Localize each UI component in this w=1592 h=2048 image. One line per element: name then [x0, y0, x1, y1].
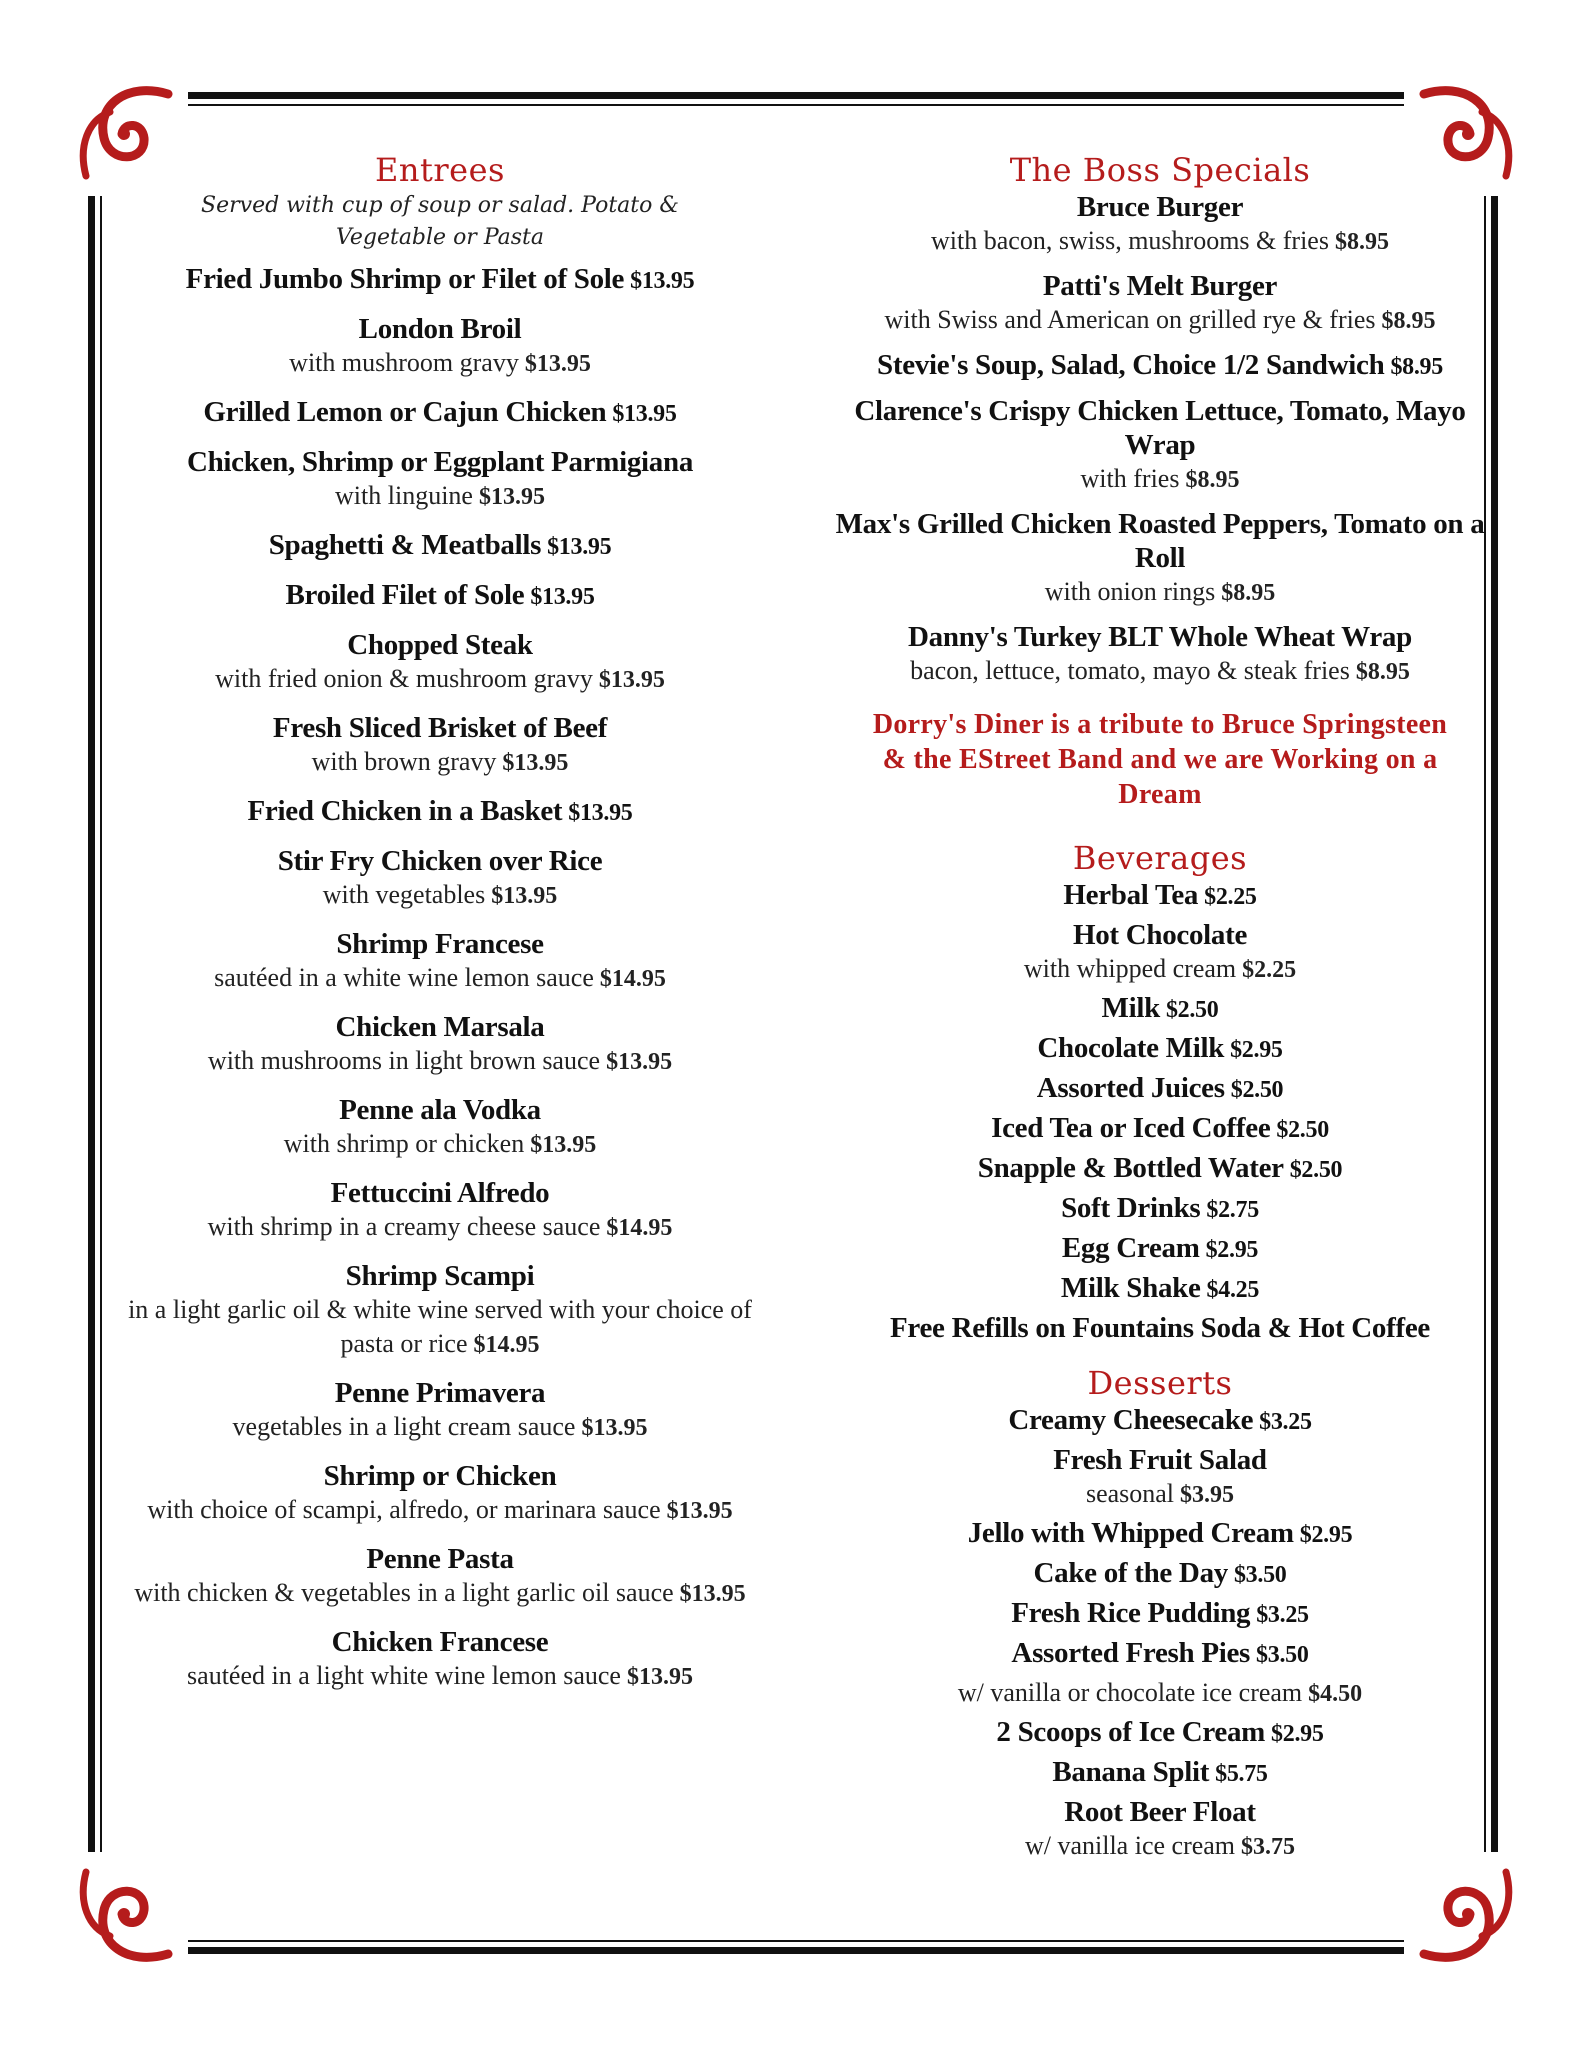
menu-item-desc: seasonal [1085, 1479, 1175, 1508]
menu-item-name: Hot Chocolate [1072, 919, 1248, 951]
menu-item-line [830, 1636, 1490, 1672]
menu-item-name: Penne Primavera [334, 1377, 546, 1409]
menu-item-desc-line [120, 1293, 760, 1362]
menu-item-desc: with onion rings [1044, 577, 1216, 606]
menu-item [120, 528, 760, 564]
menu-item-desc: with linguine [335, 481, 473, 510]
menu-item-line [120, 262, 760, 298]
menu-item-line [120, 1010, 760, 1044]
menu-item-desc: with shrimp in a creamy cheese sauce [207, 1212, 601, 1241]
menu-item-price: $14.95 [606, 1215, 673, 1241]
menu-item-price: $3.50 [1233, 1562, 1287, 1588]
menu-item-line [830, 878, 1490, 914]
menu-item-price: $13.95 [530, 1132, 597, 1158]
menu-item-line [830, 507, 1490, 575]
menu-item-name: Root Beer Float [1064, 1796, 1256, 1828]
menu-item-line [830, 1031, 1490, 1067]
menu-item-name: Spaghetti & Meatballs [268, 529, 542, 561]
beverages-list [830, 878, 1490, 1345]
menu-item-line [830, 1271, 1490, 1307]
menu-item-desc-line [120, 1127, 760, 1162]
menu-item-line [120, 794, 760, 830]
menu-item-desc: with fried onion & mushroom gravy [215, 664, 593, 693]
menu-item-desc: in a light garlic oil & white wine served with your choice of pasta or rice [128, 1295, 752, 1358]
menu-item-line [830, 1596, 1490, 1632]
menu-item-name: Bruce Burger [1076, 191, 1244, 223]
menu-item [120, 628, 760, 697]
menu-item-price: $13.95 [547, 534, 612, 560]
menu-item-price: $3.75 [1241, 1834, 1296, 1860]
menu-item-line [830, 1151, 1490, 1187]
menu-item [830, 1715, 1490, 1751]
menu-item [830, 190, 1490, 259]
menu-item-name: Iced Tea or Iced Coffee [991, 1112, 1271, 1144]
menu-item-name: Penne ala Vodka [339, 1094, 541, 1126]
menu-item-line [830, 1755, 1490, 1791]
menu-item-name: Shrimp Francese [336, 928, 544, 960]
menu-item [830, 991, 1490, 1027]
menu-item [120, 1093, 760, 1162]
boss-specials-title: The Boss Specials [1009, 151, 1311, 189]
menu-item-price: $2.95 [1271, 1721, 1324, 1747]
menu-item-price: $13.95 [606, 1049, 673, 1075]
menu-item-desc: with bacon, swiss, mushrooms & fries [931, 226, 1329, 255]
menu-item [830, 1071, 1490, 1107]
menu-item [120, 578, 760, 614]
menu-item [120, 1376, 760, 1445]
menu-item-price: $3.50 [1256, 1642, 1309, 1668]
menu-item-desc-line [830, 303, 1490, 338]
menu-item-name: Stir Fry Chicken over Rice [277, 845, 603, 877]
menu-item-price: $4.25 [1206, 1277, 1260, 1303]
menu-item-line [830, 1111, 1490, 1147]
menu-item-line [830, 1311, 1490, 1345]
menu-item-desc-line [120, 1493, 760, 1528]
menu-item-desc: with mushroom gravy [289, 348, 519, 377]
menu-item-desc-line [830, 1829, 1490, 1864]
menu-item [120, 711, 760, 780]
menu-item-price: $8.95 [1185, 467, 1240, 493]
menu-item-price: $4.50 [1308, 1681, 1363, 1707]
menu-item-name: Danny's Turkey BLT Whole Wheat Wrap [908, 621, 1412, 653]
menu-item-name: Assorted Fresh Pies [1011, 1637, 1251, 1669]
menu-item-desc: w/ vanilla ice cream [1024, 1831, 1236, 1860]
menu-item-price: $13.95 [524, 351, 591, 377]
menu-item-desc: with vegetables [322, 880, 486, 909]
menu-item-line [830, 620, 1490, 654]
menu-item-name: 2 Scoops of Ice Cream [996, 1716, 1266, 1748]
menu-item-line [120, 927, 760, 961]
menu-item-line [120, 1259, 760, 1293]
menu-item-desc-line [830, 224, 1490, 259]
menu-item-line [830, 1715, 1490, 1751]
menu-item-price: $13.95 [568, 800, 633, 826]
menu-item-line [830, 190, 1490, 224]
menu-item-price: $2.50 [1230, 1077, 1284, 1103]
menu-item-name: Broiled Filet of Sole [285, 579, 525, 611]
menu-item-desc: with Swiss and American on grilled rye & fries [884, 305, 1376, 334]
menu-item-price: $2.50 [1276, 1117, 1329, 1143]
menu-item-price: $2.95 [1299, 1522, 1353, 1548]
desserts-title: Desserts [1087, 1364, 1233, 1402]
right-column [830, 150, 1490, 1868]
corner-swirl-icon [1404, 1852, 1524, 1972]
menu-item-price: $2.25 [1204, 884, 1257, 910]
menu-item-line [120, 395, 760, 431]
menu-item-name: Assorted Juices [1036, 1072, 1225, 1104]
menu-item-price: $8.95 [1334, 229, 1389, 255]
menu-item-name: Creamy Cheesecake [1008, 1404, 1254, 1436]
menu-item [120, 794, 760, 830]
beverages-title: Beverages [1072, 839, 1248, 877]
menu-item-name: Penne Pasta [366, 1543, 514, 1575]
menu-item-line [830, 918, 1490, 952]
menu-item-name: Banana Split [1052, 1756, 1210, 1788]
menu-item-name: Soft Drinks [1061, 1192, 1201, 1224]
menu-item-name: Milk [1101, 992, 1160, 1024]
menu-item-line [120, 1176, 760, 1210]
menu-item-desc-line [120, 1410, 760, 1445]
menu-item-name: Max's Grilled Chicken Roasted Peppers, Tomato on a Roll [835, 508, 1485, 574]
entrees-section [120, 150, 760, 1708]
menu-item-price: $13.95 [502, 750, 569, 776]
menu-item-name: Grilled Lemon or Cajun Chicken [203, 396, 607, 428]
desserts-list [830, 1403, 1490, 1864]
menu-item-price: $2.25 [1242, 957, 1297, 983]
menu-item-price: $8.95 [1355, 659, 1410, 685]
menu-item-line [120, 1459, 760, 1493]
menu-item-name: Shrimp or Chicken [323, 1460, 557, 1492]
menu-item-line [120, 528, 760, 564]
menu-item [830, 1031, 1490, 1067]
menu-item-desc-line [830, 1477, 1490, 1512]
menu-item-desc-line [120, 1659, 760, 1694]
menu-item-desc-line [830, 654, 1490, 689]
entrees-subtitle: Served with cup of soup or salad. Potato & Vegetable or Pasta [201, 193, 679, 250]
entrees-title: Entrees [375, 151, 505, 189]
menu-item [830, 1516, 1490, 1552]
menu-item-desc: with choice of scampi, alfredo, or marinara sauce [147, 1495, 661, 1524]
menu-item [830, 1271, 1490, 1307]
menu-item-name: Clarence's Crispy Chicken Lettuce, Tomato, Mayo Wrap [854, 395, 1466, 461]
menu-item-price: $13.95 [626, 1664, 693, 1690]
menu-item-line [830, 1231, 1490, 1267]
menu-item-price: $2.75 [1206, 1197, 1259, 1223]
menu-item-name: Egg Cream [1061, 1232, 1200, 1264]
menu-item-line [120, 1542, 760, 1576]
menu-item-price: $2.50 [1289, 1157, 1343, 1183]
menu-item-desc: with shrimp or chicken [283, 1129, 525, 1158]
menu-item-line [120, 1376, 760, 1410]
menu-item [830, 878, 1490, 914]
menu-item-price: $3.25 [1256, 1602, 1309, 1628]
menu-item [120, 395, 760, 431]
menu-item-price: $13.95 [630, 268, 695, 294]
menu-item-price: $8.95 [1221, 580, 1276, 606]
menu-item [830, 1151, 1490, 1187]
menu-item-name: Chocolate Milk [1037, 1032, 1225, 1064]
menu-item [830, 1795, 1490, 1864]
menu-item [830, 620, 1490, 689]
menu-item-desc-line [120, 662, 760, 697]
menu-item-desc-line [830, 1676, 1490, 1711]
menu-item [120, 844, 760, 913]
menu-item-line [120, 711, 760, 745]
boss-specials-list [830, 190, 1490, 689]
menu-item-line [830, 991, 1490, 1027]
menu-item [830, 507, 1490, 610]
menu-item-line [120, 1625, 760, 1659]
menu-item-price: $3.25 [1259, 1409, 1312, 1435]
menu-item-desc: w/ vanilla or chocolate ice cream [957, 1678, 1303, 1707]
menu-item-price: $2.50 [1165, 997, 1219, 1023]
menu-item [830, 918, 1490, 987]
menu-item-line [120, 445, 760, 479]
menu-item-line [830, 1191, 1490, 1227]
menu-item [120, 1542, 760, 1611]
menu-item-line [830, 1795, 1490, 1829]
menu-item [830, 1556, 1490, 1592]
menu-item-desc-line [120, 961, 760, 996]
menu-item-desc-line [120, 1044, 760, 1079]
menu-item-name: Fried Chicken in a Basket [247, 795, 563, 827]
menu-item-desc: with brown gravy [311, 747, 497, 776]
menu-item [830, 1111, 1490, 1147]
menu-item-price: $2.95 [1205, 1237, 1259, 1263]
menu-item [830, 1596, 1490, 1632]
menu-item-name: Herbal Tea [1063, 879, 1199, 911]
menu-item-desc-line [120, 878, 760, 913]
corner-swirl-icon [68, 1852, 188, 1972]
menu-item-name: Fresh Sliced Brisket of Beef [272, 712, 608, 744]
menu-item-desc: with whipped cream [1023, 954, 1237, 983]
menu-item-name: Chopped Steak [347, 629, 533, 661]
menu-item-name: Chicken Francese [331, 1626, 549, 1658]
menu-item-desc-line [120, 479, 760, 514]
menu-item [830, 269, 1490, 338]
menu-item [830, 1443, 1490, 1512]
menu-item-price: $13.95 [679, 1581, 746, 1607]
menu-item-line [830, 1443, 1490, 1477]
beverages-section [830, 838, 1490, 1345]
menu-item [120, 445, 760, 514]
menu-item-price: $13.95 [581, 1415, 648, 1441]
menu-item-name: Fresh Rice Pudding [1011, 1597, 1251, 1629]
menu-item [120, 1176, 760, 1245]
menu-item-price: $2.95 [1230, 1037, 1283, 1063]
menu-item-price: $13.95 [478, 484, 545, 510]
menu-item [830, 1311, 1490, 1345]
menu-item-price: $13.95 [530, 584, 595, 610]
menu-item-line [120, 312, 760, 346]
menu-item-desc-line [830, 575, 1490, 610]
menu-item-desc-line [120, 346, 760, 381]
menu-item [830, 1636, 1490, 1672]
menu-item-name: Patti's Melt Burger [1042, 270, 1278, 302]
menu-item-desc: vegetables in a light cream sauce [232, 1412, 576, 1441]
menu-item [120, 312, 760, 381]
menu-item-desc-line [120, 1210, 760, 1245]
menu-item [830, 1403, 1490, 1439]
menu-item-desc: with fries [1080, 464, 1180, 493]
menu-item-desc: bacon, lettuce, tomato, mayo & steak fries [910, 656, 1350, 685]
menu-item-price: $3.95 [1180, 1482, 1235, 1508]
menu-item-desc-line [120, 1576, 760, 1611]
menu-item-name: Fresh Fruit Salad [1053, 1444, 1267, 1476]
menu-item-name: Shrimp Scampi [345, 1260, 535, 1292]
menu-item-name: Fried Jumbo Shrimp or Filet of Sole [185, 263, 625, 295]
menu-item-line [830, 1516, 1490, 1552]
menu-item-name: Stevie's Soup, Salad, Choice 1/2 Sandwich [877, 349, 1385, 381]
menu-item-name: Jello with Whipped Cream [967, 1517, 1294, 1549]
menu-item-price: $13.95 [598, 667, 665, 693]
menu-item-name: London Broil [358, 313, 522, 345]
menu-item [830, 1231, 1490, 1267]
menu-item [830, 1755, 1490, 1791]
menu-item-name: Chicken, Shrimp or Eggplant Parmigiana [186, 446, 694, 478]
menu-item-line [830, 269, 1490, 303]
menu-item-price: $5.75 [1215, 1761, 1268, 1787]
menu-item-line [830, 1071, 1490, 1107]
menu-item-price: $13.95 [612, 401, 677, 427]
menu-item-desc-line [830, 952, 1490, 987]
tribute-text: Dorry's Diner is a tribute to Bruce Springsteen & the EStreet Band and we are Working on a Dream [872, 709, 1448, 810]
menu-item-line [120, 578, 760, 614]
entrees-list [120, 262, 760, 1694]
menu-item-price: $8.95 [1381, 308, 1436, 334]
menu-item [120, 927, 760, 996]
menu-item-name: Free Refills on Fountains Soda & Hot Coffee [890, 1312, 1430, 1344]
menu-item-line [120, 844, 760, 878]
menu-item-name: Fettuccini Alfredo [330, 1177, 550, 1209]
menu-item [120, 1625, 760, 1694]
menu-item [830, 348, 1490, 384]
menu-item-price: $13.95 [666, 1498, 733, 1524]
menu-item-desc: sautéed in a white wine lemon sauce [214, 963, 594, 992]
menu-item-name: Snapple & Bottled Water [977, 1152, 1284, 1184]
desserts-section [830, 1363, 1490, 1864]
menu-item [830, 394, 1490, 497]
menu-item-line [120, 628, 760, 662]
menu-item-line [830, 394, 1490, 462]
menu-item-price: $8.95 [1390, 354, 1443, 380]
menu-item-line [830, 1556, 1490, 1592]
menu-item-line [830, 1403, 1490, 1439]
menu-item [120, 262, 760, 298]
menu-item-desc-line [120, 745, 760, 780]
menu-item-name: Cake of the Day [1033, 1557, 1228, 1589]
menu-item-line [120, 1093, 760, 1127]
menu-item-desc: with chicken & vegetables in a light garlic oil sauce [134, 1578, 674, 1607]
menu-item-desc-line [830, 462, 1490, 497]
menu-item-name: Chicken Marsala [335, 1011, 545, 1043]
menu-item [830, 1191, 1490, 1227]
menu-item-price: $14.95 [473, 1332, 540, 1358]
menu-item [120, 1259, 760, 1362]
menu-item-desc: sautéed in a light white wine lemon sauce [187, 1661, 621, 1690]
menu-item [120, 1459, 760, 1528]
menu-item-desc: with mushrooms in light brown sauce [207, 1046, 601, 1075]
menu-item-price: $14.95 [599, 966, 666, 992]
menu-item-name: Milk Shake [1060, 1272, 1201, 1304]
menu-item [120, 1010, 760, 1079]
menu-item [830, 1676, 1490, 1711]
menu-item-line [830, 348, 1490, 384]
menu-item-price: $13.95 [491, 883, 558, 909]
